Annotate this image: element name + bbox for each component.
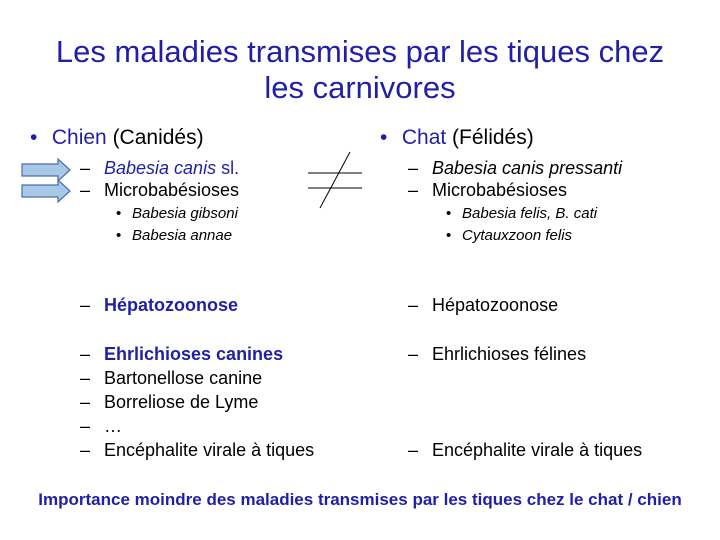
cat-babesia-label: Babesia canis pressanti bbox=[432, 158, 623, 178]
dog-encephalite-label: Encéphalite virale à tiques bbox=[104, 440, 315, 460]
dog-heading-suffix: (Canidés) bbox=[112, 126, 204, 149]
dash-icon: – bbox=[80, 180, 91, 200]
dog-annae-label: Babesia annae bbox=[132, 227, 233, 244]
dog-sub-gibsoni bbox=[116, 205, 238, 222]
bullet-icon: • bbox=[116, 227, 122, 244]
arrow-icons bbox=[20, 157, 72, 205]
list-item bbox=[80, 414, 314, 438]
dash-icon: – bbox=[80, 416, 91, 436]
dash-icon: – bbox=[408, 344, 419, 364]
dash-icon: – bbox=[80, 440, 91, 460]
dog-gibsoni-label: Babesia gibsoni bbox=[132, 205, 238, 222]
cat-sub-felis bbox=[446, 205, 597, 222]
dog-disease-list bbox=[80, 342, 314, 462]
dog-item-microbabesioses bbox=[80, 180, 239, 201]
cat-heading-label: Chat bbox=[401, 126, 447, 149]
dog-heading-label: Chien bbox=[51, 126, 107, 149]
dog-babesia-label: Babesia canis bbox=[104, 158, 217, 178]
slide-title bbox=[0, 34, 720, 106]
list-item bbox=[80, 390, 314, 414]
bullet-icon: • bbox=[30, 126, 38, 149]
bullet-icon: • bbox=[380, 126, 388, 149]
cat-heading-suffix: (Félidés) bbox=[452, 126, 534, 149]
dog-heading bbox=[30, 126, 204, 150]
dash-icon: – bbox=[408, 180, 419, 200]
right-arrow-icon bbox=[22, 180, 70, 202]
bullet-icon: • bbox=[446, 227, 452, 244]
dog-borreliose-label: Borreliose de Lyme bbox=[104, 392, 259, 412]
cat-microbabesioses-label: Microbabésioses bbox=[432, 180, 568, 200]
footer-note: Importance moindre des maladies transmises par les tiques chez le chat / chien bbox=[38, 490, 682, 509]
dash-icon: – bbox=[408, 158, 419, 178]
title-line-2: les carnivores bbox=[264, 70, 456, 105]
cat-item-hepatozoonose bbox=[408, 295, 558, 316]
dog-microbabesioses-label: Microbabésioses bbox=[104, 180, 240, 200]
dog-item-hepatozoonose bbox=[80, 295, 238, 316]
cat-heading bbox=[380, 126, 534, 150]
dog-bartonellose-label: Bartonellose canine bbox=[104, 368, 263, 388]
dash-icon: – bbox=[80, 158, 91, 178]
title-line-1: Les maladies transmises par les tiques chez bbox=[55, 34, 665, 69]
cat-sub-cytauxzoon bbox=[446, 227, 572, 244]
right-arrow-icon bbox=[22, 159, 70, 181]
list-item bbox=[80, 438, 314, 462]
cat-hepatozoonose-label: Hépatozoonose bbox=[432, 295, 559, 315]
cat-ehrlichioses-label: Ehrlichioses félines bbox=[432, 344, 587, 364]
cat-item-babesia bbox=[408, 158, 622, 179]
cat-encephalite-label: Encéphalite virale à tiques bbox=[432, 440, 643, 460]
dog-babesia-suffix: sl. bbox=[221, 158, 240, 178]
cat-felis-label: Babesia felis, B. cati bbox=[462, 205, 598, 222]
dog-item-babesia bbox=[80, 158, 239, 179]
dash-icon: – bbox=[80, 368, 91, 388]
bullet-icon: • bbox=[116, 205, 122, 222]
cat-item-microbabesioses bbox=[408, 180, 567, 201]
cat-item-ehrlichioses bbox=[408, 342, 586, 366]
dog-hepatozoonose-label: Hépatozoonose bbox=[104, 295, 239, 315]
not-equal-icon bbox=[306, 150, 364, 210]
dash-icon: – bbox=[80, 295, 91, 315]
list-item bbox=[80, 366, 314, 390]
bullet-icon: • bbox=[446, 205, 452, 222]
dog-ellipsis-label: … bbox=[104, 416, 122, 436]
dog-ehrlichioses-label: Ehrlichioses canines bbox=[104, 344, 284, 364]
list-item bbox=[80, 342, 314, 366]
dash-icon: – bbox=[408, 440, 419, 460]
dog-sub-annae bbox=[116, 227, 232, 244]
dash-icon: – bbox=[80, 392, 91, 412]
dash-icon: – bbox=[408, 295, 419, 315]
cat-cytauxzoon-label: Cytauxzoon felis bbox=[462, 227, 573, 244]
dash-icon: – bbox=[80, 344, 91, 364]
cat-item-encephalite bbox=[408, 438, 642, 462]
